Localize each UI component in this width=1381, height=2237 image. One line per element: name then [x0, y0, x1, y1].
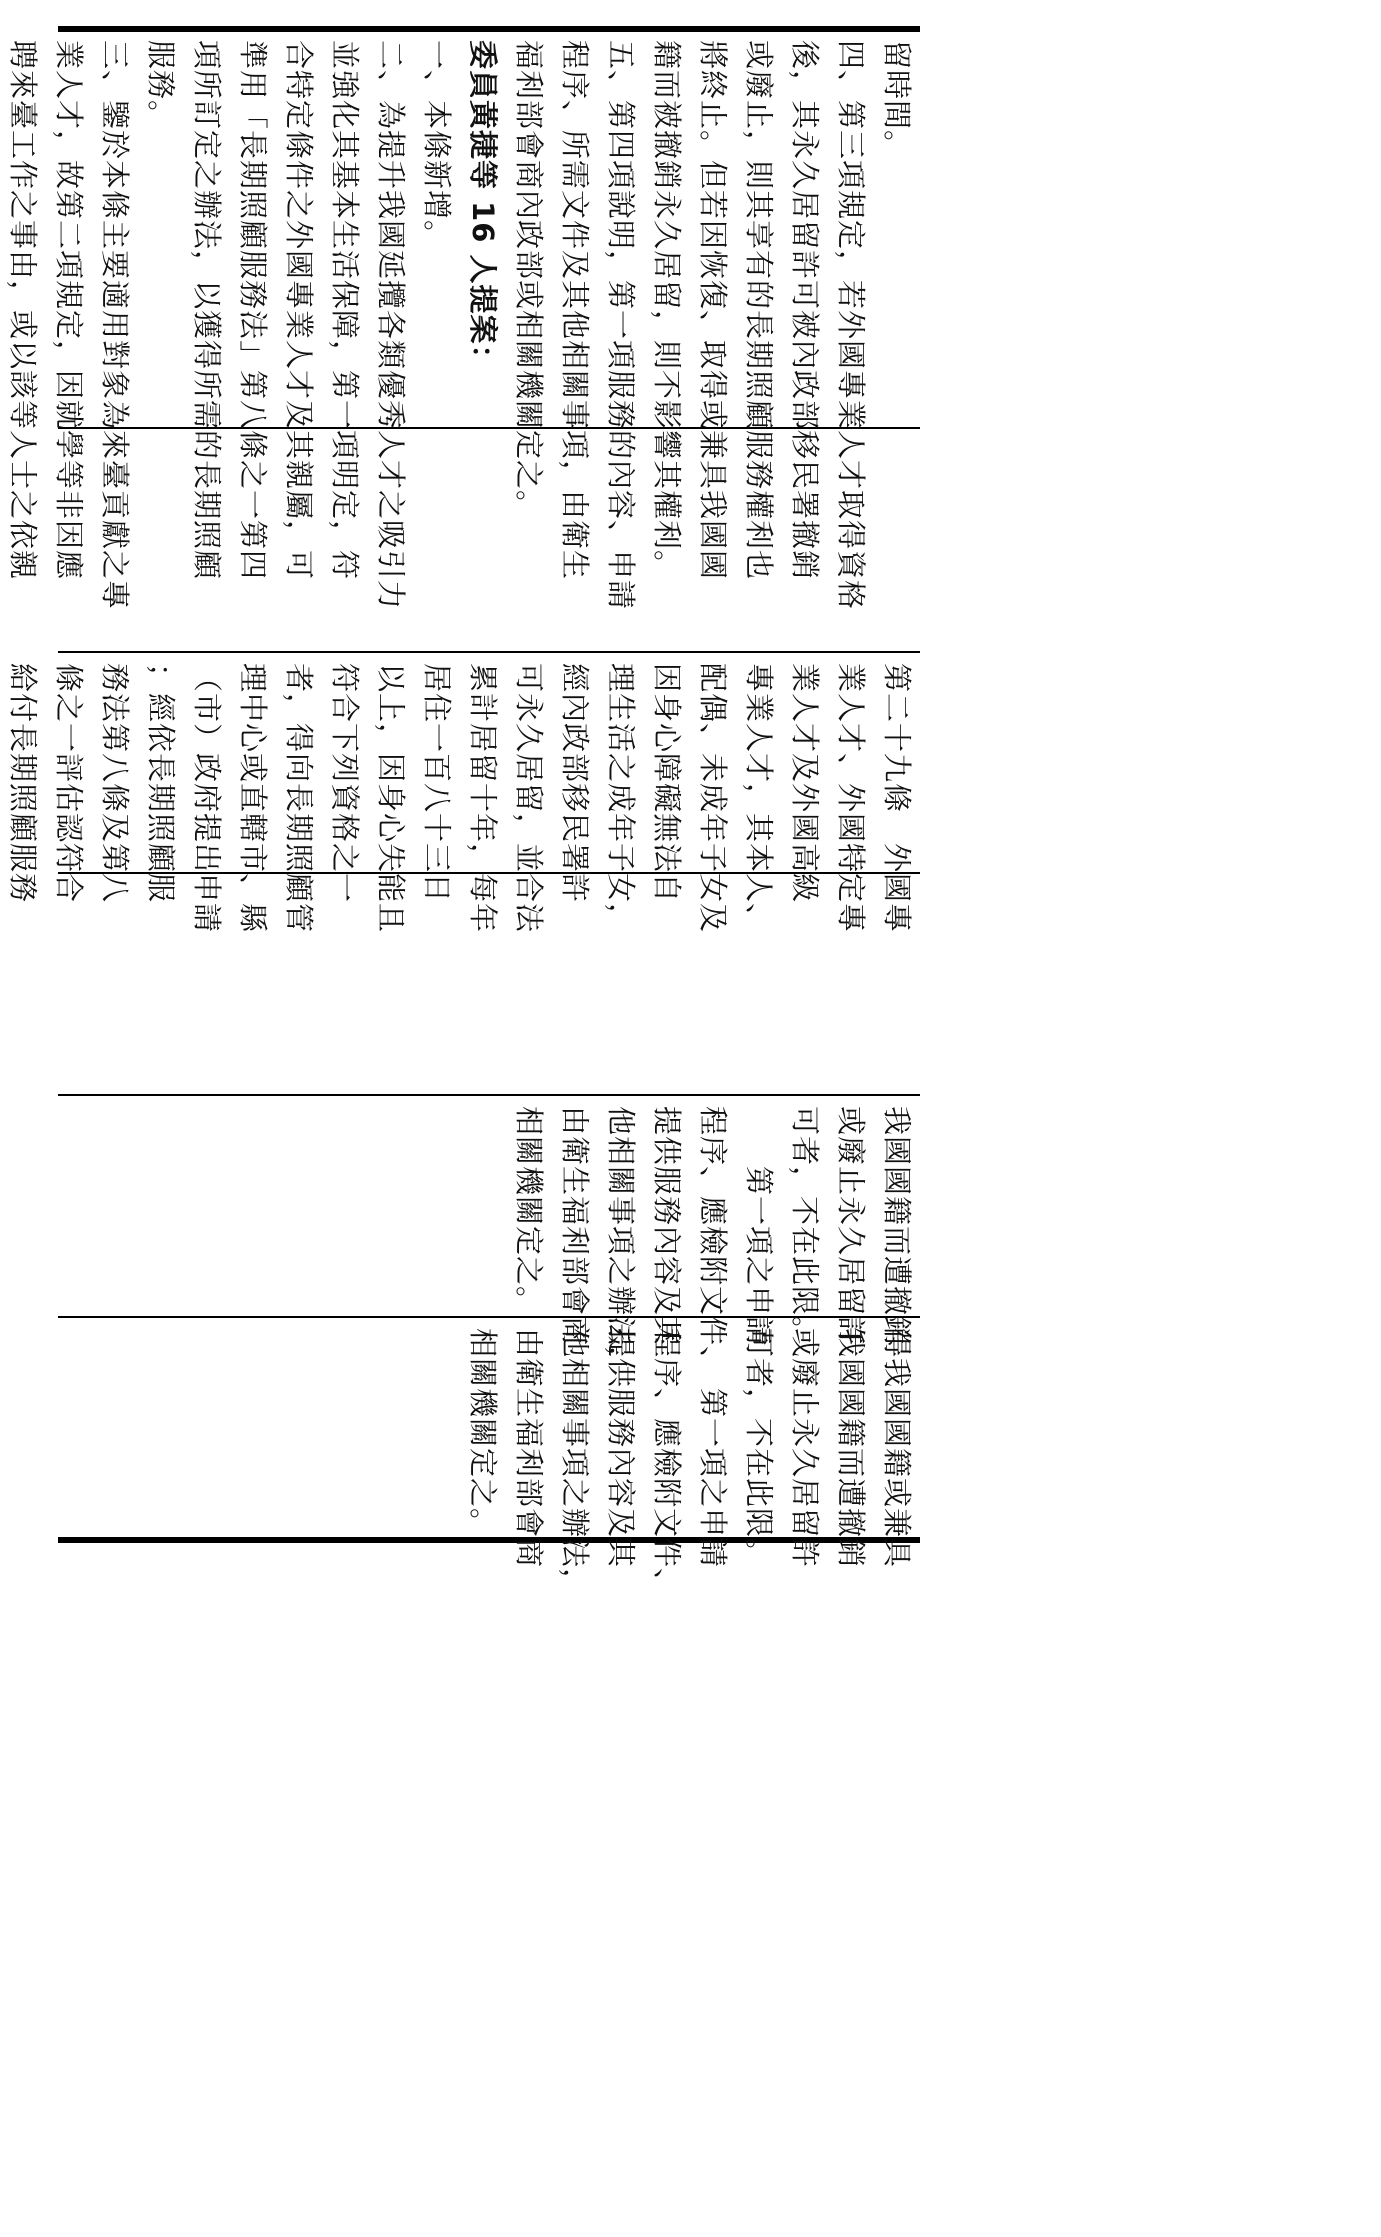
proposal-line: 理生活之成年子女，	[604, 663, 638, 934]
other-version-line: 可者，不在此限。	[742, 1328, 776, 1569]
proposal-line: 條之一評估認符合	[52, 663, 86, 904]
explanation-line: 二、為提升我國延攬各類優秀人才之吸引力	[374, 40, 408, 611]
proposal-article-text	[0, 663, 920, 933]
proposal-line: 專業人才，其本人、	[742, 663, 776, 934]
current-law-line: 他相關事項之辦法，	[604, 1106, 638, 1377]
other-version-line: 或廢止永久居留許	[788, 1328, 822, 1569]
current-law-line: 我國國籍而遭撤銷	[880, 1106, 914, 1347]
proposal-line: 務法第八條及第八	[98, 663, 132, 904]
current-law-line: 由衛生福利部會商	[558, 1106, 592, 1347]
explanation-line: 項所訂定之辦法，以獲得所需的長期照顧	[190, 40, 224, 581]
explanation-text	[0, 40, 920, 610]
explanation-line: 或廢止，則其享有的長期照顧服務權利也	[742, 40, 776, 581]
explanation-line: 委員黃捷等 16 人提案：	[466, 40, 500, 375]
explanation-line: 一、本條新增。	[420, 40, 454, 251]
proposal-line: 符合下列資格之一	[328, 663, 362, 904]
proposal-line: 者，得向長期照顧管	[282, 663, 316, 934]
proposal-line: 以上，因身心失能且	[374, 663, 408, 934]
explanation-line: 準用「長期照顧服務法」第八條之一第四	[236, 40, 270, 581]
proposal-line: 第二十九條 外國專	[880, 663, 914, 934]
other-version-text	[460, 1328, 920, 1598]
proposal-line: 因身心障礙無法自	[650, 663, 684, 904]
explanation-line: 後，其永久居留許可被內政部移民署撤銷	[788, 40, 822, 581]
row-divider-4	[58, 1094, 920, 1096]
explanation-line: 程序、所需文件及其他相關事項，由衛生	[558, 40, 592, 581]
proposal-line: 業人才、外國特定專	[834, 663, 868, 934]
proposal-line: 給付長期照顧服務	[6, 663, 40, 904]
proposal-line: 居住一百八十三日	[420, 663, 454, 904]
proposal-cell	[0, 663, 920, 933]
explanation-cell	[0, 40, 920, 610]
current-law-line: 提供服務內容及其	[650, 1106, 684, 1347]
proposal-line: 累計居留十年，每年	[466, 663, 500, 934]
proposal-line: 理中心或直轄市、縣	[236, 663, 270, 934]
other-version-line: 由衛生福利部會商	[512, 1328, 546, 1569]
current-law-line: 可者，不在此限。	[788, 1106, 822, 1347]
other-version-line: 提供服務內容及其	[604, 1328, 638, 1569]
other-version-line: 相關機關定之。	[466, 1328, 500, 1539]
other-version-line: 得我國國籍或兼具	[880, 1328, 914, 1569]
explanation-line: 合特定條件之外國專業人才及其親屬，可	[282, 40, 316, 581]
other-version-cell	[460, 1328, 920, 1598]
other-version-line: 他相關事項之辦法，	[558, 1328, 592, 1599]
proposal-line: ；經依長期照顧服	[144, 663, 178, 904]
other-version-line: 第一項之申請	[696, 1328, 730, 1569]
explanation-line: 五、第四項說明，第一項服務的內容、申請	[604, 40, 638, 611]
explanation-line: 福利部會商內政部或相關機關定之。	[512, 40, 546, 521]
explanation-line: 聘來臺工作之事由，或以該等人士之依親	[6, 40, 40, 581]
explanation-line: 業人才，故第二項規定，因就學等非因應	[52, 40, 86, 581]
proposal-line: 配偶、未成年子女及	[696, 663, 730, 934]
current-law-line: 相關機關定之。	[512, 1106, 546, 1317]
explanation-line: 籍而被撤銷永久居留，則不影響其權利。	[650, 40, 684, 581]
explanation-line: 四、第三項規定，若外國專業人才取得資格	[834, 40, 868, 611]
explanation-line: 將終止。但若因恢復、取得或兼具我國國	[696, 40, 730, 581]
explanation-line: 三、鑒於本條主要適用對象為來臺貢獻之專	[98, 40, 132, 611]
other-version-line: 我國國籍而遭撤銷	[834, 1328, 868, 1569]
proposal-line: 可永久居留，並合法	[512, 663, 546, 934]
proposal-line: （市）政府提出申請	[190, 663, 224, 934]
table-top-border	[58, 26, 920, 32]
other-version-line: 程序、應檢附文件、	[650, 1328, 684, 1599]
current-law-line: 或廢止永久居留許	[834, 1106, 868, 1347]
proposal-line: 業人才及外國高級	[788, 663, 822, 904]
row-divider-2	[58, 651, 920, 653]
explanation-line: 服務。	[144, 40, 178, 131]
proposal-line: 經內政部移民署許	[558, 663, 592, 904]
explanation-line: 並強化其基本生活保障，第一項明定，符	[328, 40, 362, 581]
current-law-line: 程序、應檢附文件、	[696, 1106, 730, 1377]
current-law-line: 第一項之申請	[742, 1106, 776, 1347]
explanation-line: 留時間。	[880, 40, 914, 161]
